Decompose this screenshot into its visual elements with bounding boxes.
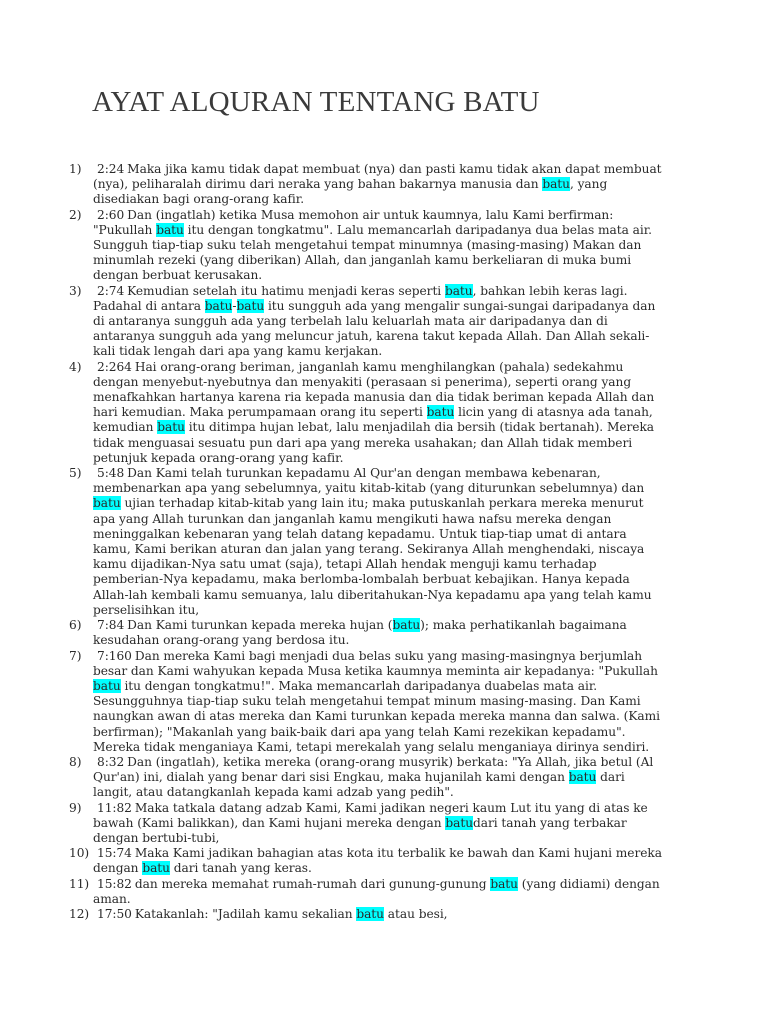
verse-text: dari tanah yang keras. bbox=[169, 861, 312, 876]
verse-text: Maka Kami jadikan bahagian atas kota itu terbalik ke bawah dan Kami hujani mereka dengan bbox=[93, 846, 662, 876]
verse-text: atau besi, bbox=[383, 906, 448, 921]
verse-text: Maka jika kamu tidak dapat membuat (nya) dan pasti kamu tidak akan dapat membuat (nya), peliharalah dirimu dari neraka yang bahan bakarnya manusia dan bbox=[93, 162, 662, 192]
list-number: 11) bbox=[69, 876, 90, 891]
verse-text: , bahkan lebih keras lagi. Padahal di antara bbox=[93, 283, 628, 313]
verse-reference: 5:48 bbox=[97, 466, 125, 481]
verse-text: Dan Kami telah turunkan kepadamu Al Qur'an dengan membawa kebenaran, membenarkan apa yang sebelumnya, yaitu kitab-kitab (yang diturunkan sebelumnya) dan bbox=[93, 466, 645, 496]
verse-text: itu ditimpa hujan lebat, lalu menjadilah dia bersih (tidak bertanah). Mereka tidak menguasai sesuatu pun dari apa yang mereka usahakan; dan Allah tidak memberi petunjuk kepada orang-orang yang kafir. bbox=[93, 420, 655, 465]
list-item bbox=[0, 466, 768, 618]
list-item bbox=[0, 755, 768, 801]
verse-text: Katakanlah: "Jadilah kamu sekalian bbox=[134, 906, 357, 921]
verse-reference: 2:24 bbox=[97, 162, 125, 176]
list-number: 1) bbox=[69, 162, 82, 176]
verse-reference: 15:82 bbox=[97, 876, 132, 891]
list-item bbox=[0, 162, 768, 208]
list-number: 2) bbox=[69, 207, 82, 222]
verse-reference: 7:160 bbox=[97, 648, 132, 663]
list-item bbox=[0, 208, 768, 284]
list-item bbox=[0, 649, 768, 755]
verse-text: ujian terhadap kitab-kitab yang lain itu; maka putuskanlah perkara mereka menurut apa yang Allah turunkan dan janganlah kamu mengikuti hawa nafsu mereka dengan meninggalkan kebenaran yang telah datang kepadamu. Untuk tiap-tiap umat di antara kamu, Kami berikan aturan dan jalan yang terang. Sekiranya Allah menghendaki, niscaya kamu dijadikan-Nya satu umat (saja), tetapi Allah hendak menguji kamu terhadap pemberian-Nya kepadamu, maka berlomba-lombalah berbuat kebajikan. Hanya kepada Allah-lah kembali kamu semuanya, lalu diberitahukan-Nya kepadamu apa yang telah kamu perselisihkan itu, bbox=[93, 496, 652, 617]
list-number: 5) bbox=[69, 466, 82, 481]
verse-reference: 8:32 bbox=[97, 754, 125, 769]
page-title: AYAT ALQURAN TENTANG BATU bbox=[92, 86, 540, 118]
highlighted-keyword: batu bbox=[236, 298, 265, 313]
highlighted-keyword: batu bbox=[392, 618, 421, 633]
list-item bbox=[0, 618, 768, 648]
verse-text: itu dengan tongkatmu!". Maka memancarlah daripadanya duabelas mata air. Sesungguhnya tiap-tiap suku telah mengetahui tempat minum masing-masing. Dan Kami naungkan awan di atas mereka dan Kami turunkan kepada mereka manna dan salwa. (Kami berfirman); "Makanlah yang baik-baik dari apa yang telah Kami rezekikan kepadamu". Mereka tidak menganiaya Kami, tetapi merekalah yang selalu menganiaya dirinya sendiri. bbox=[93, 678, 660, 754]
highlighted-keyword: batu bbox=[204, 298, 233, 313]
verse-text: Dan Kami turunkan kepada mereka hujan ( bbox=[127, 618, 393, 633]
highlighted-keyword: batu bbox=[142, 861, 170, 876]
verse-text: Kemudian setelah itu hatimu menjadi keras seperti bbox=[127, 283, 445, 298]
list-item bbox=[0, 846, 768, 876]
verse-reference: 17:50 bbox=[97, 906, 132, 921]
list-number: 12) bbox=[69, 906, 90, 921]
verse-reference: 2:74 bbox=[97, 283, 125, 298]
highlighted-keyword: batu bbox=[542, 177, 570, 192]
verse-reference: 11:82 bbox=[97, 800, 132, 815]
list-item bbox=[0, 801, 768, 847]
verse-text: itu dengan tongkatmu". Lalu memancarlah daripadanya dua belas mata air. Sungguh tiap-tiap suku telah mengetahui tempat minumnya (masing-masing) Makan dan minumlah rezeki (yang diberikan) Allah, dan janganlah kamu berkeliaran di muka bumi dengan berbuat kerusakan. bbox=[93, 222, 652, 283]
verse-text: , yang disediakan bagi orang-orang kafir. bbox=[93, 177, 608, 207]
verse-text: ); maka perhatikanlah bagaimana kesudahan orang-orang yang berdosa itu. bbox=[93, 618, 627, 648]
verse-text: itu sungguh ada yang mengalir sungai-sungai daripadanya dan di antaranya sungguh ada yang terbelah lalu keluarlah mata air daripadanya dan di antaranya sungguh ada yang meluncur jatuh, karena takut kepada Allah. Dan Allah sekali-kali tidak lengah dari apa yang kamu kerjakan. bbox=[93, 298, 656, 359]
highlighted-keyword: batu bbox=[356, 906, 384, 921]
highlighted-keyword: batu bbox=[93, 496, 121, 511]
verse-text: Dan (ingatlah) ketika Musa memohon air untuk kaumnya, lalu Kami berfirman: "Pukullah bbox=[93, 207, 614, 237]
list-item bbox=[0, 284, 768, 360]
highlighted-keyword: batu bbox=[568, 770, 597, 785]
highlighted-keyword: batu bbox=[490, 876, 518, 891]
list-item bbox=[0, 877, 768, 907]
list-number: 3) bbox=[69, 283, 82, 298]
verse-list bbox=[0, 162, 768, 922]
highlighted-keyword: batu bbox=[93, 678, 121, 693]
list-number: 8) bbox=[69, 754, 82, 769]
highlighted-keyword: batu bbox=[426, 405, 455, 420]
verse-text: Dan mereka Kami bagi menjadi dua belas suku yang masing-masingnya berjumlah besar dan Kami wahyukan kepada Musa ketika kaumnya meminta air kepadanya: "Pukullah bbox=[93, 648, 658, 678]
verse-reference: 2:264 bbox=[97, 359, 132, 374]
verse-reference: 7:84 bbox=[97, 618, 125, 633]
highlighted-keyword: batu bbox=[445, 815, 474, 830]
list-number: 6) bbox=[69, 618, 82, 633]
list-number: 10) bbox=[69, 846, 90, 861]
verse-text: Dan (ingatlah), ketika mereka (orang-orang musyrik) berkata: "Ya Allah, jika betul (Al Qur'an) ini, dialah yang benar dari sisi Engkau, maka hujanilah kami dengan bbox=[93, 754, 654, 785]
highlighted-keyword: batu bbox=[156, 222, 184, 237]
verse-text: licin yang di atasnya ada tanah, kemudian bbox=[93, 405, 653, 435]
verse-text: dari langit, atau datangkanlah kepada kami adzab yang pedih". bbox=[93, 770, 625, 800]
list-number: 9) bbox=[69, 800, 82, 815]
verse-text: Hai orang-orang beriman, janganlah kamu menghilangkan (pahala) sedekahmu dengan menyebut-nyebutnya dan menyakiti (perasaan si penerima), seperti orang yang menafkahkan hartanya karena ria kepada manusia dan dia tidak beriman kepada Allah dan hari kemudian. Maka perumpamaan orang itu seperti bbox=[93, 359, 655, 420]
verse-text: (yang didiami) dengan aman. bbox=[93, 876, 660, 906]
verse-reference: 15:74 bbox=[97, 846, 132, 861]
verse-text: dan mereka memahat rumah-rumah dari gunung-gunung bbox=[134, 876, 491, 891]
verse-text: Maka tatkala datang adzab Kami, Kami jadikan negeri kaum Lut itu yang di atas ke bawah (Kami balikkan), dan Kami hujani mereka dengan bbox=[93, 800, 648, 830]
verse-reference: 2:60 bbox=[97, 207, 125, 222]
verse-text: dari tanah yang terbakar dengan bertubi-tubi, bbox=[93, 815, 627, 845]
highlighted-keyword: batu bbox=[444, 283, 473, 298]
highlighted-keyword: batu bbox=[157, 420, 185, 435]
list-item bbox=[0, 907, 768, 922]
list-number: 4) bbox=[69, 359, 82, 374]
verse-text: - bbox=[232, 298, 237, 313]
list-item bbox=[0, 360, 768, 466]
list-number: 7) bbox=[69, 648, 82, 663]
